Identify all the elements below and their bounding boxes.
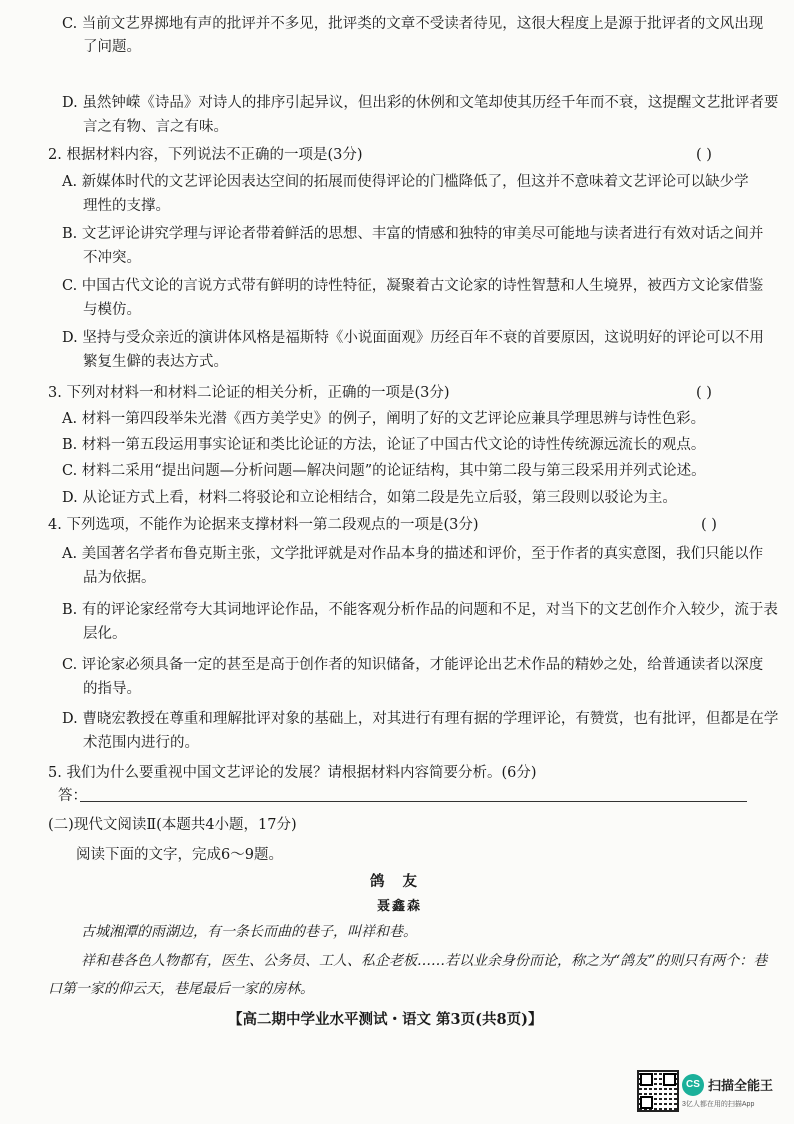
question-2: 2. 根据材料内容，下列说法不正确的一项是(3分) [48, 147, 363, 163]
q1-option-c-cont: 了问题。 [83, 39, 141, 55]
answer-paren-4: ( ) [701, 517, 717, 533]
answer-line[interactable] [80, 801, 747, 802]
story-title: 鸽友 [370, 873, 435, 890]
q2-option-a: A. 新媒体时代的文艺评论因表达空间的拓展而使得评论的门槛降低了，但这并不意味着文艺评论可以缺少学 [62, 174, 749, 190]
q2-option-b: B. 文艺评论讲究学理与评论者带着鲜活的思想、丰富的情感和独特的审美尽可能地与读者进行有效对话之间并 [62, 226, 764, 242]
q4-option-a: A. 美国著名学者布鲁克斯主张，文学批评就是对作品本身的描述和评价，至于作者的真实意图，我们只能以作 [62, 546, 764, 562]
question-5: 5. 我们为什么要重视中国文艺评论的发展？请根据材料内容简要分析。(6分) [48, 765, 537, 781]
q4-option-b-cont: 层化。 [83, 626, 127, 642]
q3-option-c: C. 材料二采用“提出问题—分析问题—解决问题”的论证结构，其中第二段与第三段采用并列式论述。 [62, 463, 706, 479]
answer-paren-3: ( ) [696, 385, 712, 401]
q2-option-d-cont: 繁复生僻的表达方式。 [83, 354, 228, 370]
q4-option-d: D. 曹晓宏教授在尊重和理解批评对象的基础上，对其进行有理有据的学理评论，有赞赏，也有批评，但都是在学 [62, 711, 779, 727]
q4-option-a-cont: 品为依据。 [83, 570, 156, 586]
page-footer: 【高二期中学业水平测试・语文 第3页(共8页)】 [228, 1011, 543, 1028]
question-4: 4. 下列选项，不能作为论据来支撑材料一第二段观点的一项是(3分) [48, 517, 479, 533]
story-paragraph-2: 祥和巷各色人物都有，医生、公务员、工人、私企老板……若以业余身份而论，称之为“鸽友”的则只有两个：巷 [81, 953, 768, 969]
section-heading: (二)现代文阅读Ⅱ(本题共4小题，17分) [48, 817, 297, 833]
story-paragraph-1: 古城湘潭的雨湖边，有一条长而曲的巷子，叫祥和巷。 [81, 924, 417, 940]
q2-option-d: D. 坚持与受众亲近的演讲体风格是福斯特《小说面面观》历经百年不衰的首要原因，这说明好的评论可以不用 [62, 330, 764, 346]
qr-code [637, 1070, 679, 1112]
scanner-app-name: 扫描全能王 [708, 1078, 774, 1093]
q4-option-d-cont: 术范围内进行的。 [83, 735, 199, 751]
answer-label: 答： [58, 788, 87, 804]
q3-option-a: A. 材料一第四段举朱光潜《西方美学史》的例子，阐明了好的文艺评论应兼具学理思辨与诗性色彩。 [62, 411, 706, 427]
q2-option-a-cont: 理性的支撑。 [83, 198, 170, 214]
q1-option-d-cont: 言之有物、言之有味。 [83, 119, 228, 135]
answer-paren-2: ( ) [696, 147, 712, 163]
reading-instruction: 阅读下面的文字，完成6～9题。 [76, 847, 283, 863]
q4-option-c: C. 评论家必须具备一定的甚至是高于创作者的知识储备，才能评论出艺术作品的精妙之处，给普通读者以深度 [62, 657, 764, 673]
q1-option-c: C. 当前文艺界掷地有声的批评并不多见，批评类的文章不受读者待见，这很大程度上是源于批评者的文风出现 [62, 16, 764, 32]
q2-option-c: C. 中国古代文论的言说方式带有鲜明的诗性特征，凝聚着古文论家的诗性智慧和人生境界，被西方文论家借鉴 [62, 278, 764, 294]
q4-option-b: B. 有的评论家经常夸大其词地评论作品，不能客观分析作品的问题和不足，对当下的文艺创作介入较少，流于表 [62, 602, 778, 618]
camscanner-logo-icon: CS [682, 1074, 704, 1096]
q3-option-d: D. 从论证方式上看，材料二将驳论和立论相结合，如第二段是先立后驳，第三段则以驳论为主。 [62, 490, 677, 506]
q2-option-c-cont: 与模仿。 [83, 302, 141, 318]
q4-option-c-cont: 的指导。 [83, 681, 141, 697]
q2-option-b-cont: 不冲突。 [83, 250, 141, 266]
q1-option-d: D. 虽然钟嵘《诗品》对诗人的排序引起异议，但出彩的休例和文笔却使其历经千年而不衰，这提醒文艺批评者要 [62, 95, 779, 111]
q3-option-b: B. 材料一第五段运用事实论证和类比论证的方法，论证了中国古代文论的诗性传统源远流长的观点。 [62, 437, 706, 453]
story-author: 聂鑫森 [377, 899, 423, 914]
scanner-app-tagline: 3亿人都在用的扫描App [682, 1101, 755, 1108]
story-paragraph-2-cont: 口第一家的仰云天，巷尾最后一家的房林。 [48, 981, 314, 997]
question-3: 3. 下列对材料一和材料二论证的相关分析，正确的一项是(3分) [48, 385, 450, 401]
